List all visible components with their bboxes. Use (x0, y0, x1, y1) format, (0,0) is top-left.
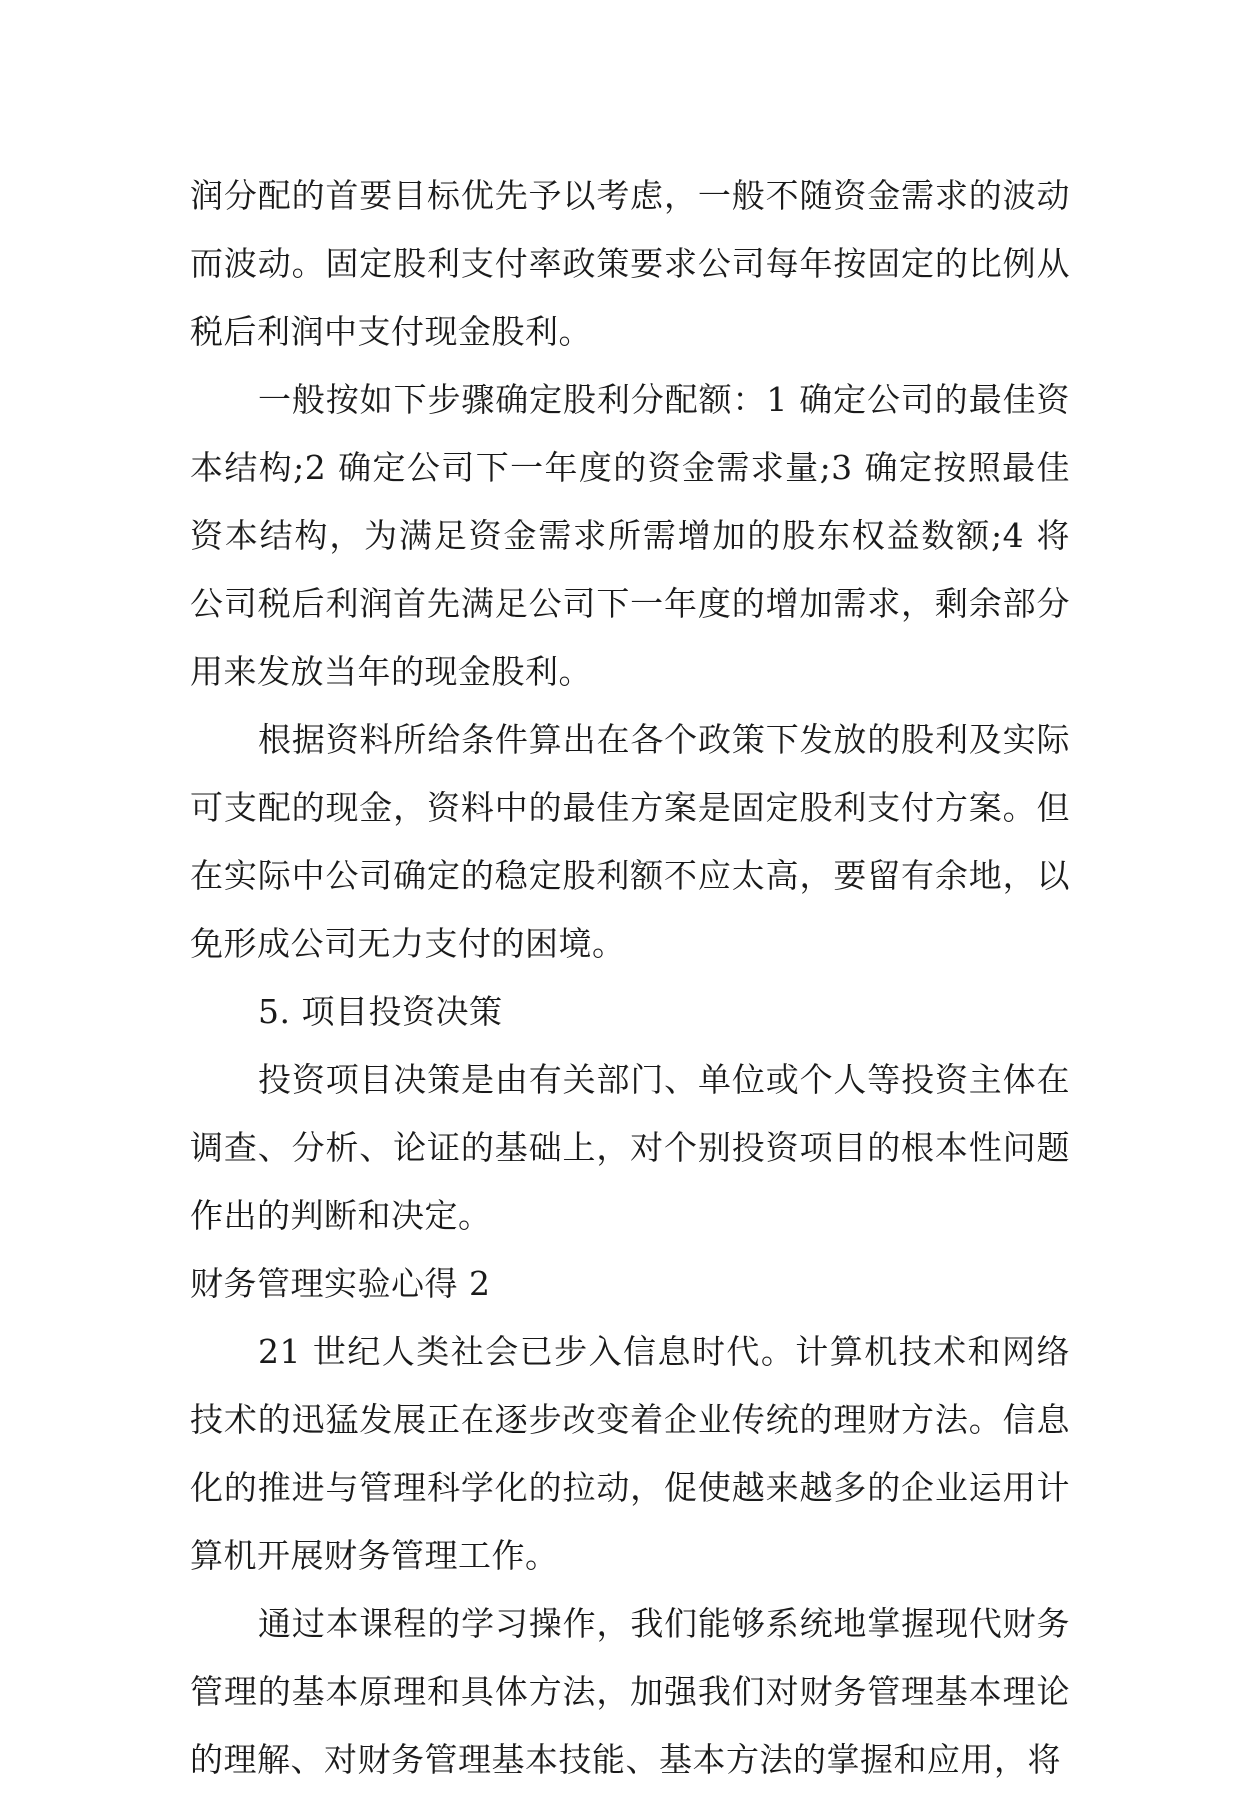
article-title-experience-2: 财务管理实验心得 2 (190, 1264, 491, 1303)
section-heading-project-investment: 5. 项目投资决策 (258, 992, 503, 1031)
paragraph-investment-decision-definition: 投资项目决策是由有关部门、单位或个人等投资主体在调查、分析、论证的基础上，对个别投资项目的根本性问题作出的判断和决定。 (190, 1060, 1070, 1235)
paragraph-information-age: 21 世纪人类社会已步入信息时代。计算机技术和网络技术的迅猛发展正在逐步改变着企业传统的理财方法。信息化的推进与管理科学化的拉动，促使越来越多的企业运用计算机开展财务管理工作。 (190, 1332, 1070, 1575)
document-body (190, 162, 1070, 1794)
paragraph-best-plan-analysis: 根据资料所给条件算出在各个政策下发放的股利及实际可支配的现金，资料中的最佳方案是固定股利支付方案。但在实际中公司确定的稳定股利额不应太高，要留有余地，以免形成公司无力支付的困境。 (190, 720, 1070, 963)
paragraph-dividend-policy-continued: 润分配的首要目标优先予以考虑，一般不随资金需求的波动而波动。固定股利支付率政策要求公司每年按固定的比例从税后利润中支付现金股利。 (190, 176, 1070, 351)
paragraph-residual-dividend-steps: 一般按如下步骤确定股利分配额：1 确定公司的最佳资本结构;2 确定公司下一年度的资金需求量;3 确定按照最佳资本结构，为满足资金需求所需增加的股东权益数额;4 将公司税后利润首先满足公司下一年度的增加需求，剩余部分用来发放当年的现金股利。 (190, 380, 1070, 691)
paragraph-course-learning: 通过本课程的学习操作，我们能够系统地掌握现代财务管理的基本原理和具体方法，加强我们对财务管理基本理论的理解、对财务管理基本技能、基本方法的掌握和应用，将 (190, 1604, 1070, 1779)
